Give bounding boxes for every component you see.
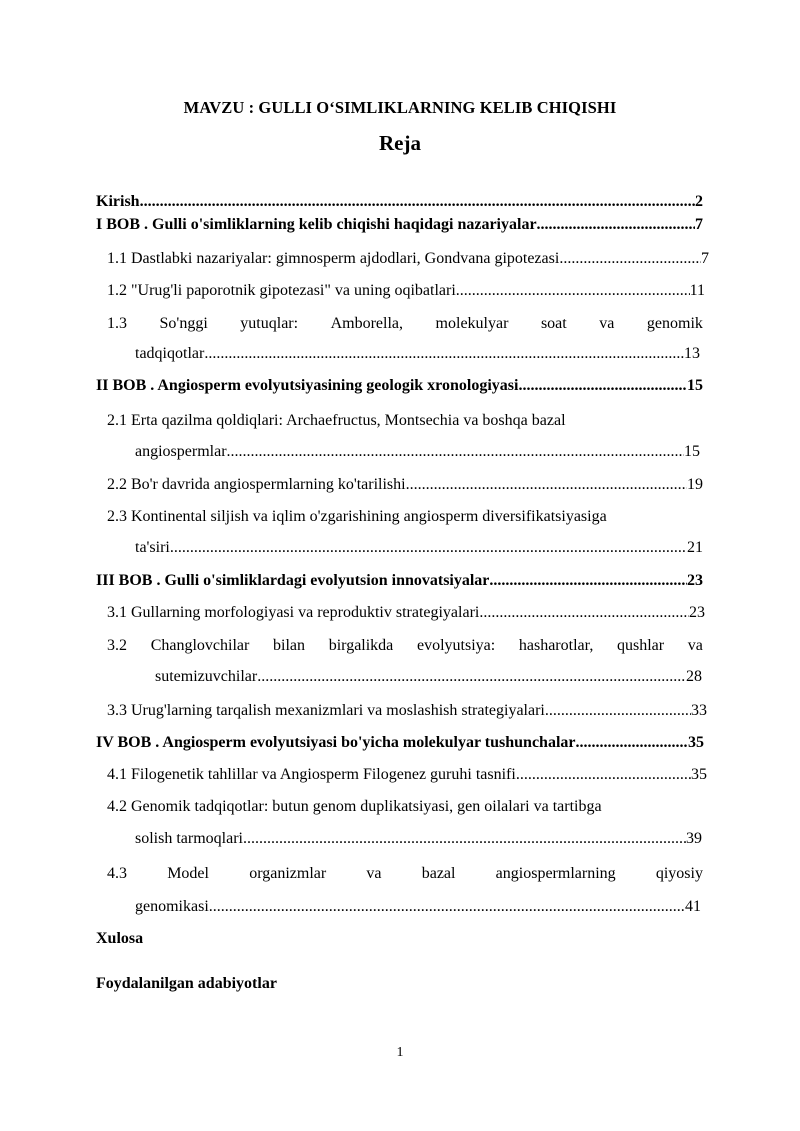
plan-heading: Reja bbox=[379, 131, 421, 155]
toc-entry-3-1: 3.1 Gullarning morfologiyasi va reproduktiv strategiyalari ..... 23 bbox=[107, 604, 705, 626]
toc-entry-4-3: 4.3 Model organizmlar va bazal angiospermlarning qiyosiy bbox=[107, 865, 703, 882]
toc-entry-conclusion: Xulosa bbox=[96, 930, 144, 947]
toc-entry-2-2: 2.2 Bo'r davrida angiospermlarning ko'tarilishi ..... 19 bbox=[107, 476, 703, 498]
document-title: MAVZU : GULLI O‘SIMLIKLARNING KELIB CHIQISHI bbox=[183, 98, 617, 117]
toc-entry-chapter-3: III BOB . Gulli o'simliklardagi evolyutsion innovatsiyalar ..... 23 bbox=[96, 572, 703, 594]
toc-entry-3-2: 3.2 Changlovchilar bilan birgalikda evolyutsiya: hasharotlar, qushlar va bbox=[107, 637, 703, 654]
toc-entry-references: Foydalanilgan adabiyotlar bbox=[96, 975, 277, 992]
toc-entry-chapter-4: IV BOB . Angiosperm evolyutsiyasi bo'yicha molekulyar tushunchalar ..... 35 bbox=[96, 734, 704, 756]
toc-entry-1-1: 1.1 Dastlabki nazariyalar: gimnosperm ajdodlari, Gondvana gipotezasi ..... 7 bbox=[107, 250, 709, 272]
toc-entry-2-3-cont: ta'siri ..... 21 bbox=[135, 539, 703, 561]
toc-entry-4-3-cont: genomikasi ..... 41 bbox=[135, 898, 701, 920]
toc-entry-4-1: 4.1 Filogenetik tahlillar va Angiosperm Filogenez guruhi tasnifi ..... 35 bbox=[107, 766, 707, 788]
toc-entry-3-3: 3.3 Urug'larning tarqalish mexanizmlari va moslashish strategiyalari ..... 33 bbox=[107, 702, 707, 724]
toc-entry-4-2: 4.2 Genomik tadqiqotlar: butun genom duplikatsiyasi, gen oilalari va tartibga bbox=[107, 798, 602, 815]
toc-entry-2-1-cont: angiospermlar ..... 15 bbox=[135, 443, 700, 465]
toc-entry-3-2-cont: sutemizuvchilar ..... 28 bbox=[155, 668, 702, 690]
toc-entry-kirish: Kirish ..... 2 bbox=[96, 193, 703, 215]
toc-entry-1-3: 1.3 So'nggi yutuqlar: Amborella, molekulyar soat va genomik bbox=[107, 315, 703, 332]
toc-entry-1-2: 1.2 "Urug'li paporotnik gipotezasi" va uning oqibatlari ..... 11 bbox=[107, 282, 705, 304]
toc-entry-2-3: 2.3 Kontinental siljish va iqlim o'zgarishining angiosperm diversifikatsiyasiga bbox=[107, 508, 607, 525]
toc-entry-chapter-1: I BOB . Gulli o'simliklarning kelib chiqishi haqidagi nazariyalar ..... 7 bbox=[96, 216, 703, 238]
page-number: 1 bbox=[396, 1045, 404, 1060]
toc-entry-chapter-2: II BOB . Angiosperm evolyutsiyasining geologik xronologiyasi ..... 15 bbox=[96, 377, 703, 399]
toc-entry-4-2-cont: solish tarmoqlari ..... 39 bbox=[135, 830, 702, 852]
toc-entry-1-3-cont: tadqiqotlar ..... 13 bbox=[135, 345, 700, 367]
toc-entry-2-1: 2.1 Erta qazilma qoldiqlari: Archaefructus, Montsechia va boshqa bazal bbox=[107, 412, 566, 429]
